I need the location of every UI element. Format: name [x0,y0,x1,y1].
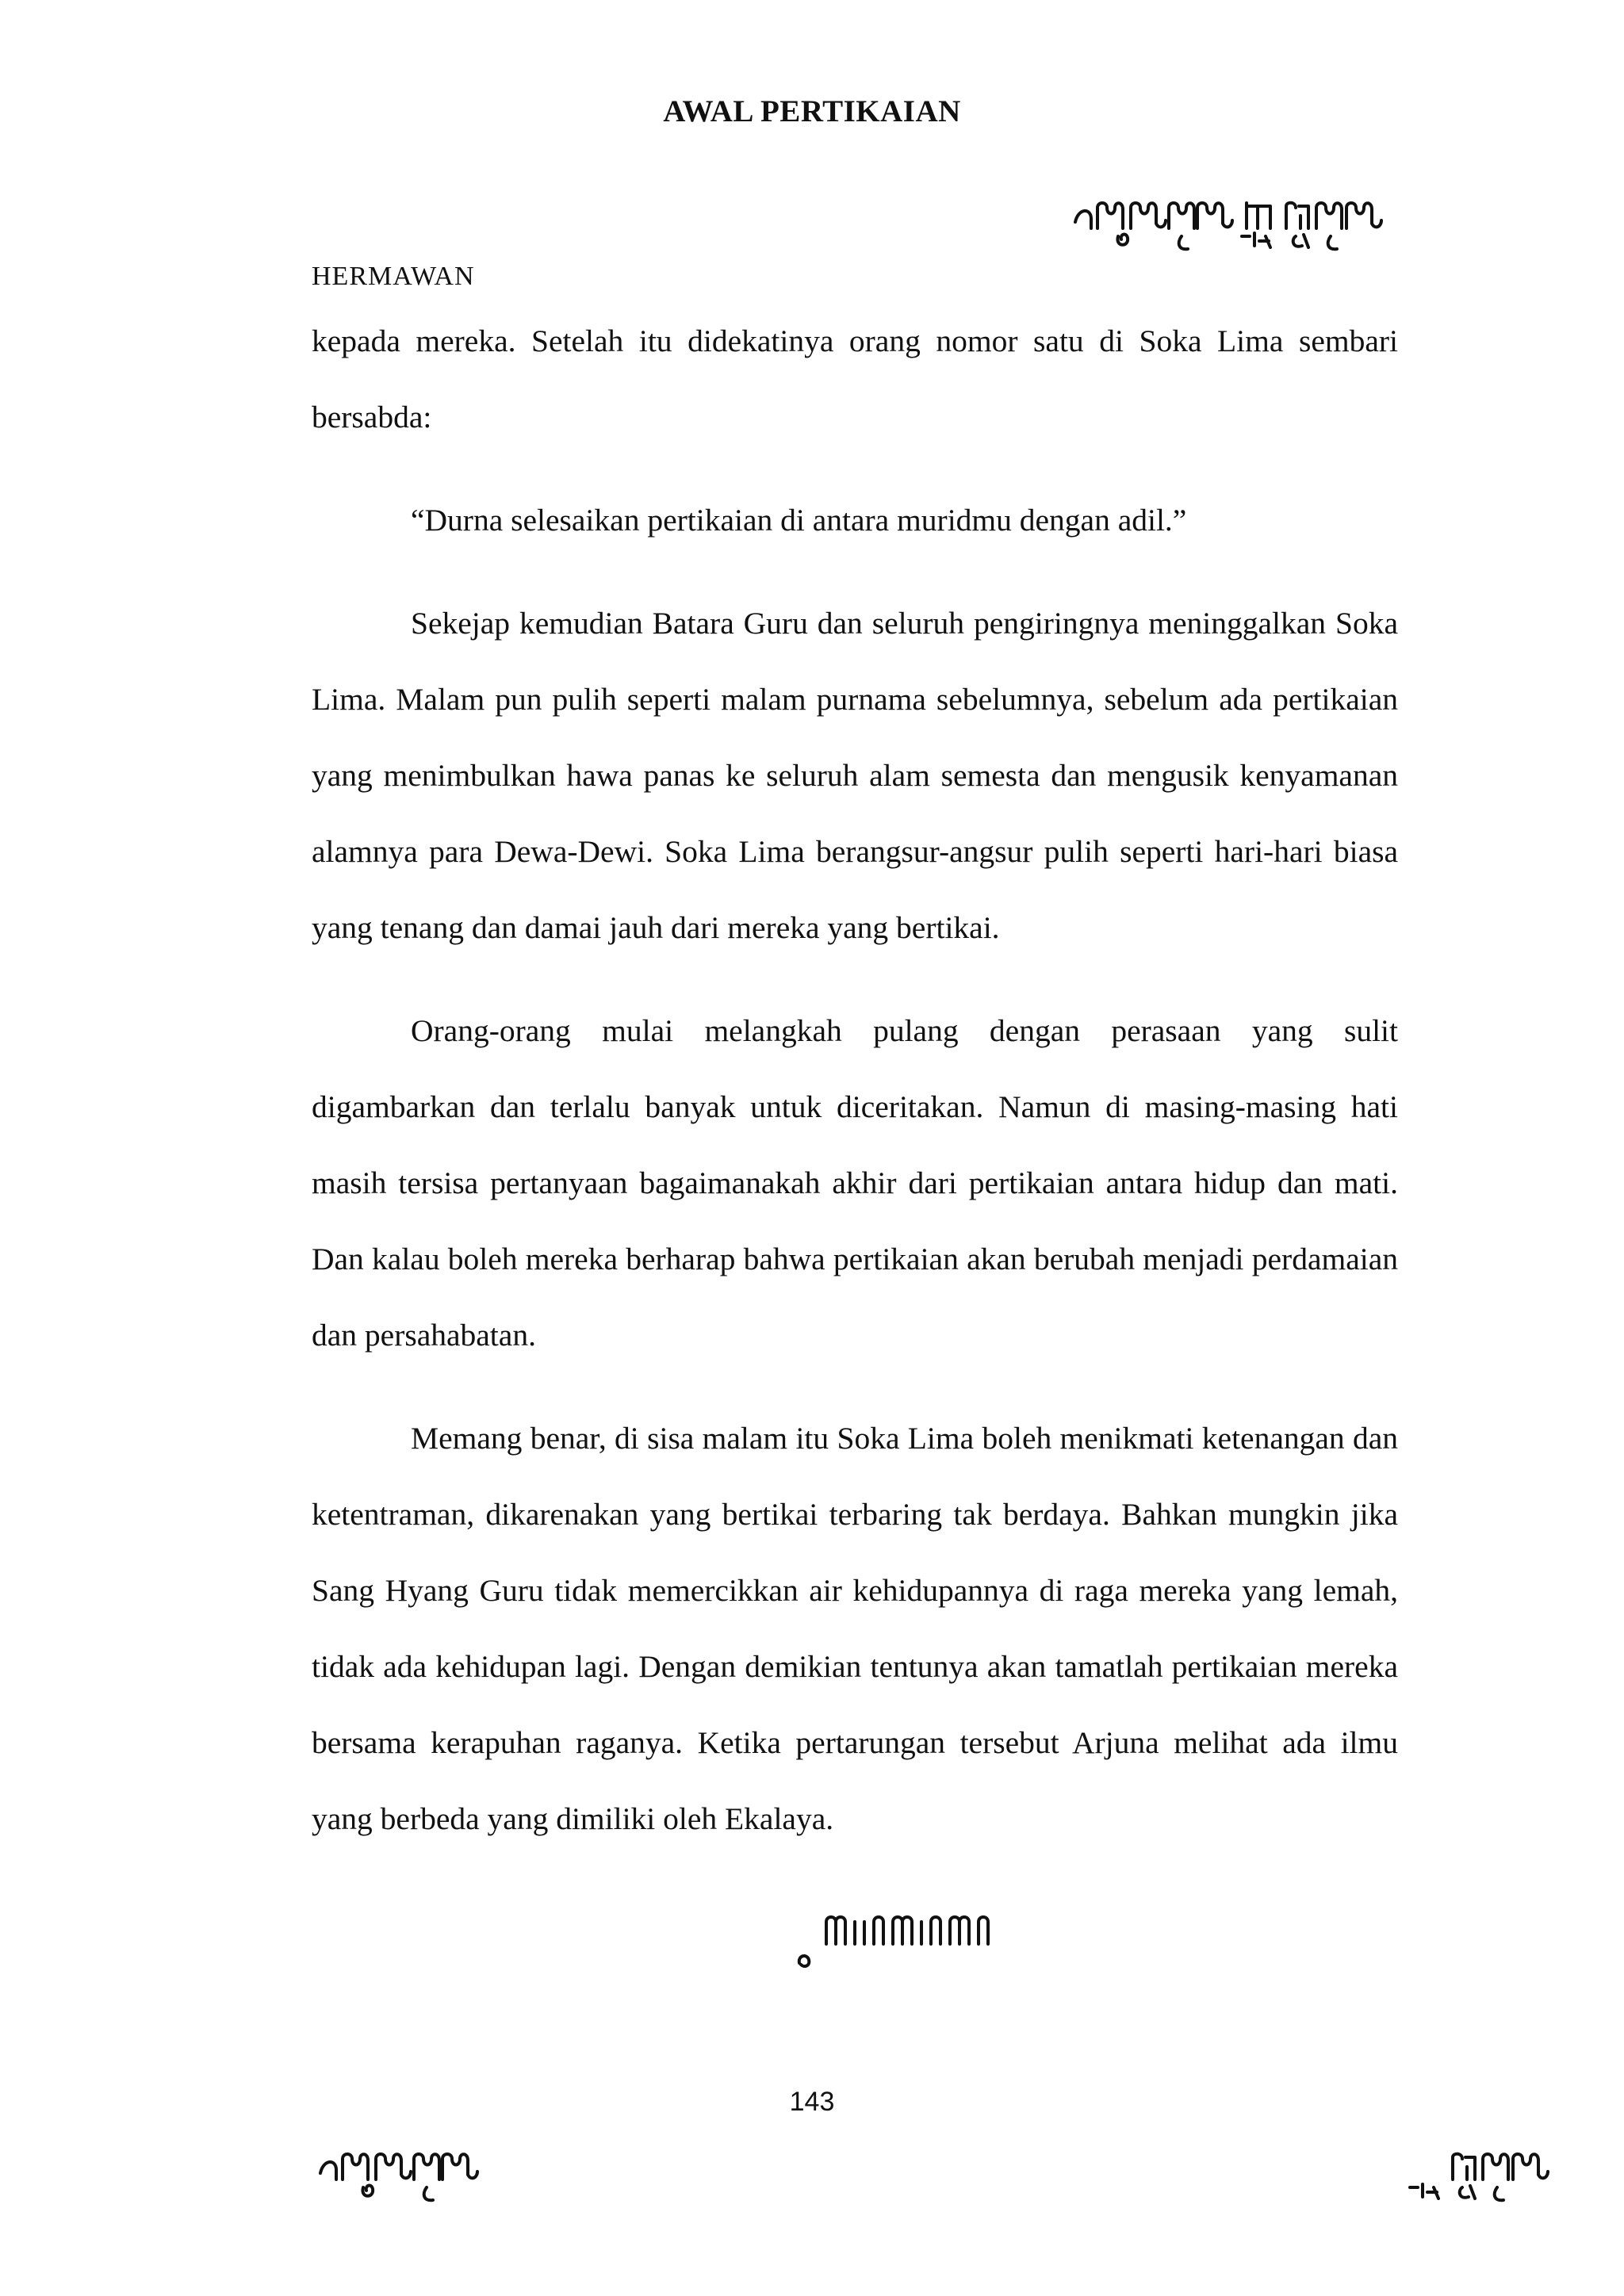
paragraph-1: kepada mereka. Setelah itu didekatinya orang nomor satu di Soka Lima sembari bersabda: [312,323,1398,434]
javanese-script-footer-right-icon [1402,2135,1561,2206]
body-text [312,303,1398,1857]
paragraph-4: Orang-orang mulai melangkah pulang dengan perasaan yang sulit digambarkan dan terlalu banyak untuk diceritakan. Namun di masing-masing hati masih tersisa pertanyaan bagaimanakah akhir dari pertikaian antara hidup dan mati. Dan kalau boleh mereka berharap bahwa pertikaian akan berubah menjadi perdamaian dan persahabatan. [312,1013,1398,1353]
paragraph-3: Sekejap kemudian Batara Guru dan seluruh pengiringnya meninggalkan Soka Lima. Malam pun pulih seperti malam purnama sebelumnya, sebelum ada pertikaian yang menimbulkan hawa panas ke seluruh alam semesta dan mengusik kenyamanan alamnya para Dewa-Dewi. Soka Lima berangsur-angsur pulih seperti hari-hari biasa yang tenang dan damai jauh dari mereka yang bertikai. [312,606,1398,945]
paragraph-2: “Durna selesaikan pertikaian di antara muridmu dengan adil.” [411,503,1187,538]
author-name: HERMAWAN [312,262,475,291]
page-title: AWAL PERTIKAIAN [663,94,961,128]
javanese-script-footer-left-icon [316,2135,490,2206]
page-number: 143 [789,2087,835,2117]
paragraph-5: Memang benar, di sisa malam itu Soka Lima boleh menikmati ketenangan dan ketentraman, dikarenakan yang bertikai terbaring tak berdaya. Bahkan mungkin jika Sang Hyang Guru tidak memercikkan air kehidupannya di raga mereka yang lemah, tidak ada kehidupan lagi. Dengan demikian tentunya akan tamatlah pertikaian mereka bersama kerapuhan raganya. Ketika pertarungan tersebut Arjuna melihat ada ilmu yang berbeda yang dimiliki oleh Ekalaya. [312,1421,1398,1836]
javanese-script-pada-icon [793,1908,999,1971]
javanese-script-header-icon [1071,184,1404,255]
